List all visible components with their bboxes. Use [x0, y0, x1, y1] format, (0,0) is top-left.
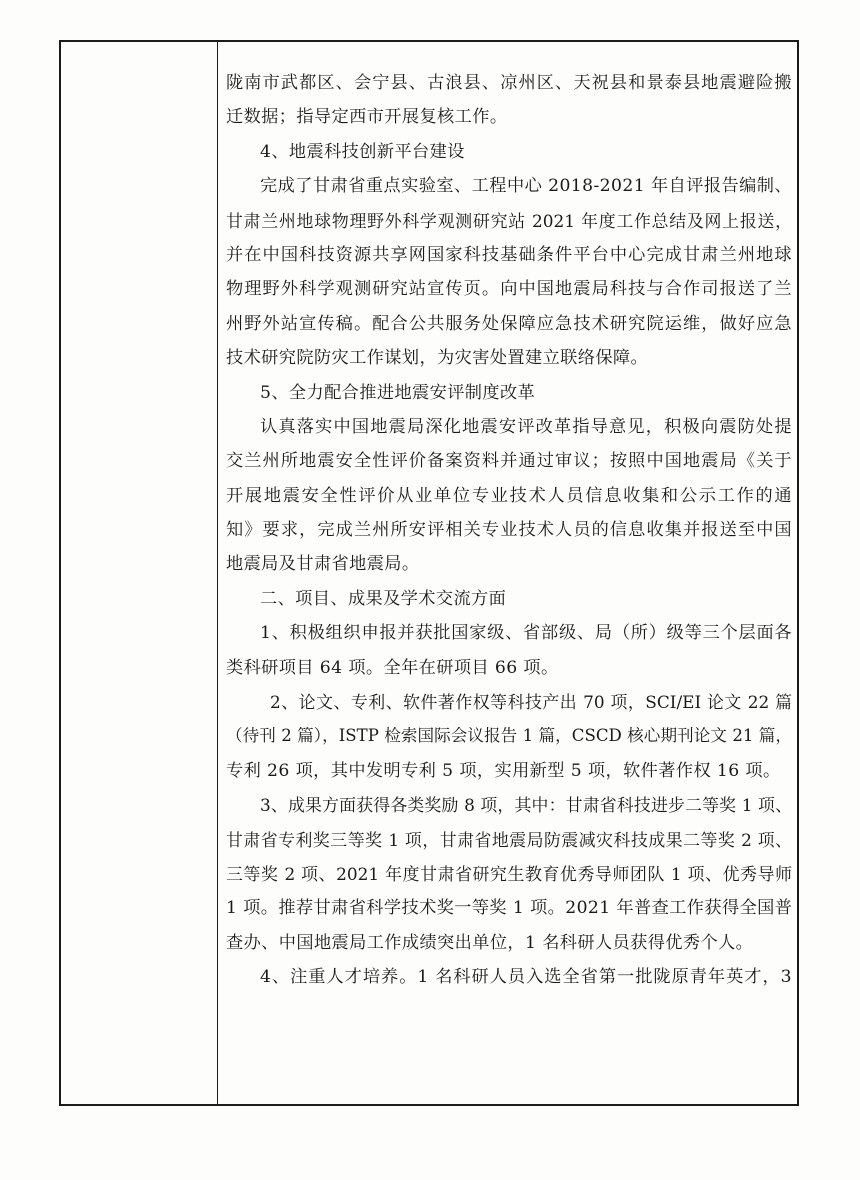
section-heading: 二、项目、成果及学术交流方面 [260, 588, 507, 609]
text-line: 州野外站宣传稿。配合公共服务处保障应急技术研究院运维，做好应急 [226, 313, 792, 334]
text-line: 完成了甘肃省重点实验室、工程中心 2018-2021 年自评报告编制、 [260, 176, 792, 197]
text-line: 专利 26 项，其中发明专利 5 项，实用新型 5 项，软件著作权 16 项。 [226, 760, 781, 781]
text-line: 1、积极组织申报并获批国家级、省部级、局（所）级等三个层面各 [260, 623, 792, 644]
form-table [59, 40, 799, 1106]
table-label-column [61, 42, 218, 1104]
text-line: 3、成果方面获得各类奖励 8 项，其中：甘肃省科技进步二等奖 1 项、 [260, 795, 792, 816]
text-line: 甘肃兰州地球物理野外科学观测研究站 2021 年度工作总结及网上报送， [226, 210, 792, 231]
text-line: 开展地震安全性评价从业单位专业技术人员信息收集和公示工作的通 [226, 485, 792, 506]
text-line: 知》要求，完成兰州所安评相关专业技术人员的信息收集并报送至中国 [226, 520, 792, 541]
text-line: 4、注重人才培养。1 名科研人员入选全省第一批陇原青年英才，3 [260, 967, 792, 988]
text-line: 三等奖 2 项、2021 年度甘肃省研究生教育优秀导师团队 1 项、优秀导师 [226, 863, 792, 884]
text-line: 迁数据；指导定西市开展复核工作。 [226, 107, 508, 128]
text-line: 技术研究院防灾工作谋划，为灾害处置建立联络保障。 [226, 348, 649, 369]
text-line: 类科研项目 64 项。全年在研项目 66 项。 [226, 657, 559, 678]
text-line: 1 项。推荐甘肃省科学技术奖一等奖 1 项。2021 年普查工作获得全国普 [226, 898, 793, 919]
text-line: 2、论文、专利、软件著作权等科技产出 70 项，SCI/EI 论文 22 篇 [270, 692, 792, 713]
text-line: 查办、中国地震局工作成绩突出单位，1 名科研人员获得优秀个人。 [226, 932, 754, 953]
text-line: 陇南市武都区、会宁县、古浪县、凉州区、天祝县和景泰县地震避险搬 [226, 73, 792, 93]
text-line: 地震局及甘肃省地震局。 [226, 554, 420, 575]
text-line: （待刊 2 篇），ISTP 检索国际会议报告 1 篇，CSCD 核心期刊论文 21 篇， [226, 726, 792, 746]
section-heading: 4、地震科技创新平台建设 [260, 141, 465, 162]
text-line: 并在中国科技资源共享网国家科技基础条件平台中心完成甘肃兰州地球 [226, 244, 792, 265]
section-heading: 5、全力配合推进地震安评制度改革 [260, 382, 536, 403]
table-content-cell [226, 66, 792, 995]
text-line: 交兰州所地震安全性评价备案资料并通过审议；按照中国地震局《关于 [226, 451, 792, 472]
text-line: 物理野外科学观测研究站宣传页。向中国地震局科技与合作司报送了兰 [226, 279, 792, 300]
text-line: 认真落实中国地震局深化地震安评改革指导意见，积极向震防处提 [260, 416, 792, 437]
text-line: 甘肃省专利奖三等奖 1 项，甘肃省地震局防震减灾科技成果二等奖 2 项、 [226, 829, 792, 850]
